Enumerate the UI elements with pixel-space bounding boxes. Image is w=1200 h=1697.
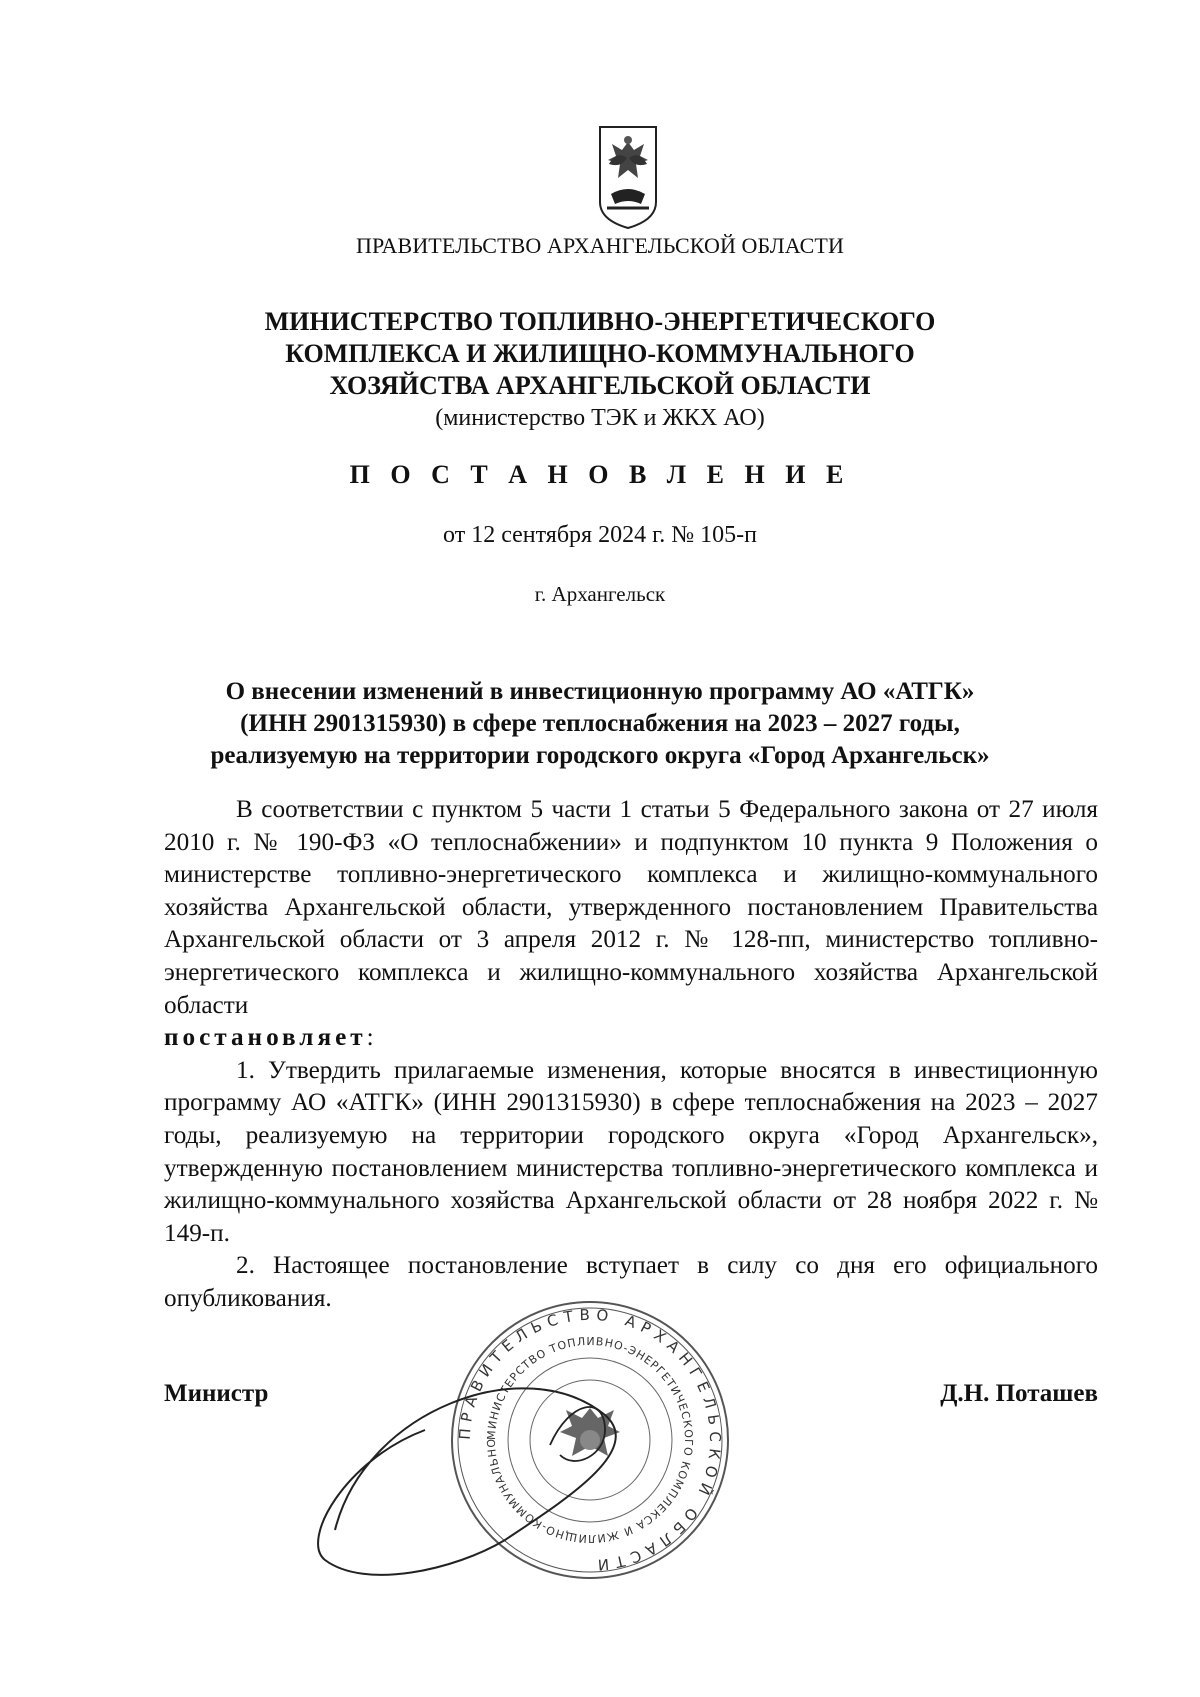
resolves-colon: :	[366, 1024, 374, 1052]
resolves-word: постановляет	[164, 1024, 367, 1052]
title-line: (ИНН 2901315930) в сфере теплоснабжения на 2023 – 2027 годы,	[240, 710, 960, 737]
official-seal	[305, 1280, 765, 1610]
seal-outer-text: ПРАВИТЕЛЬСТВО АРХАНГЕЛЬСКОЙ ОБЛАСТИ	[455, 1305, 725, 1575]
ministry-name	[0, 306, 1200, 434]
document-date-number: от 12 сентября 2024 г. № 105-п	[443, 522, 757, 548]
title-line: реализуемую на территории городского округа «Город Архангельск»	[210, 742, 990, 769]
document-type: П О С Т А Н О В Л Е Н И Е	[349, 460, 851, 489]
coat-of-arms-icon	[597, 124, 659, 230]
signatory-name: Д.Н. Поташев	[940, 1380, 1098, 1407]
ministry-line: ХОЗЯЙСТВА АРХАНГЕЛЬСКОЙ ОБЛАСТИ	[329, 371, 871, 400]
document-body	[164, 794, 1098, 1316]
preamble-paragraph	[164, 794, 1098, 1055]
government-name: ПРАВИТЕЛЬСТВО АРХАНГЕЛЬСКОЙ ОБЛАСТИ	[356, 233, 844, 258]
document-title	[0, 676, 1200, 772]
item-2-paragraph: 2. Настоящее постановление вступает в силу со дня его официального опубликования.	[164, 1252, 1098, 1312]
seal-eagle-icon	[560, 1408, 620, 1456]
document-city: г. Архангельск	[534, 582, 666, 606]
item-1-paragraph: 1. Утвердить прилагаемые изменения, которые вносятся в инвестиционную программу АО «АТГК» (ИНН 2901315930) в сфере теплоснабжения на 2023 – 2027 годы, реализуемую на территории городского округа «Город Архангельск», утвержденную постановлением министерства топливно-энергетического комплекса и жилищно-коммунального хозяйства Архангельской области от 28 ноября 2022 г. № 149-п.	[164, 1056, 1098, 1247]
signature-title: Министр	[164, 1380, 269, 1407]
seal-inner-text: МИНИСТЕРСТВО ТОПЛИВНО-ЭНЕРГЕТИЧЕСКОГО КОМПЛЕКСА И ЖИЛИЩНО-КОММУНАЛЬНО	[484, 1334, 696, 1546]
preamble-text: В соответствии с пунктом 5 части 1 статьи 5 Федерального закона от 27 июля 2010 г. № 190-ФЗ «О теплоснабжении» и подпунктом 10 пункта 9 Положения о министерстве топливно-энергетического комплекса и жилищно-коммунального хозяйства Архангельской области, утвержденного постановлением Правительства Архангельской области от 3 апреля 2012 г. № 128-пп, министерство топливно-энергетического комплекса и жилищно-коммунального хозяйства Архангельской области	[164, 796, 1098, 1019]
ministry-line: КОМПЛЕКСА И ЖИЛИЩНО-КОММУНАЛЬНОГО	[285, 339, 915, 368]
title-line: О внесении изменений в инвестиционную программу АО «АТГК»	[225, 678, 975, 705]
ministry-abbreviation: (министерство ТЭК и ЖКХ АО)	[435, 405, 765, 431]
ministry-line: МИНИСТЕРСТВО ТОПЛИВНО-ЭНЕРГЕТИЧЕСКОГО	[264, 307, 936, 336]
